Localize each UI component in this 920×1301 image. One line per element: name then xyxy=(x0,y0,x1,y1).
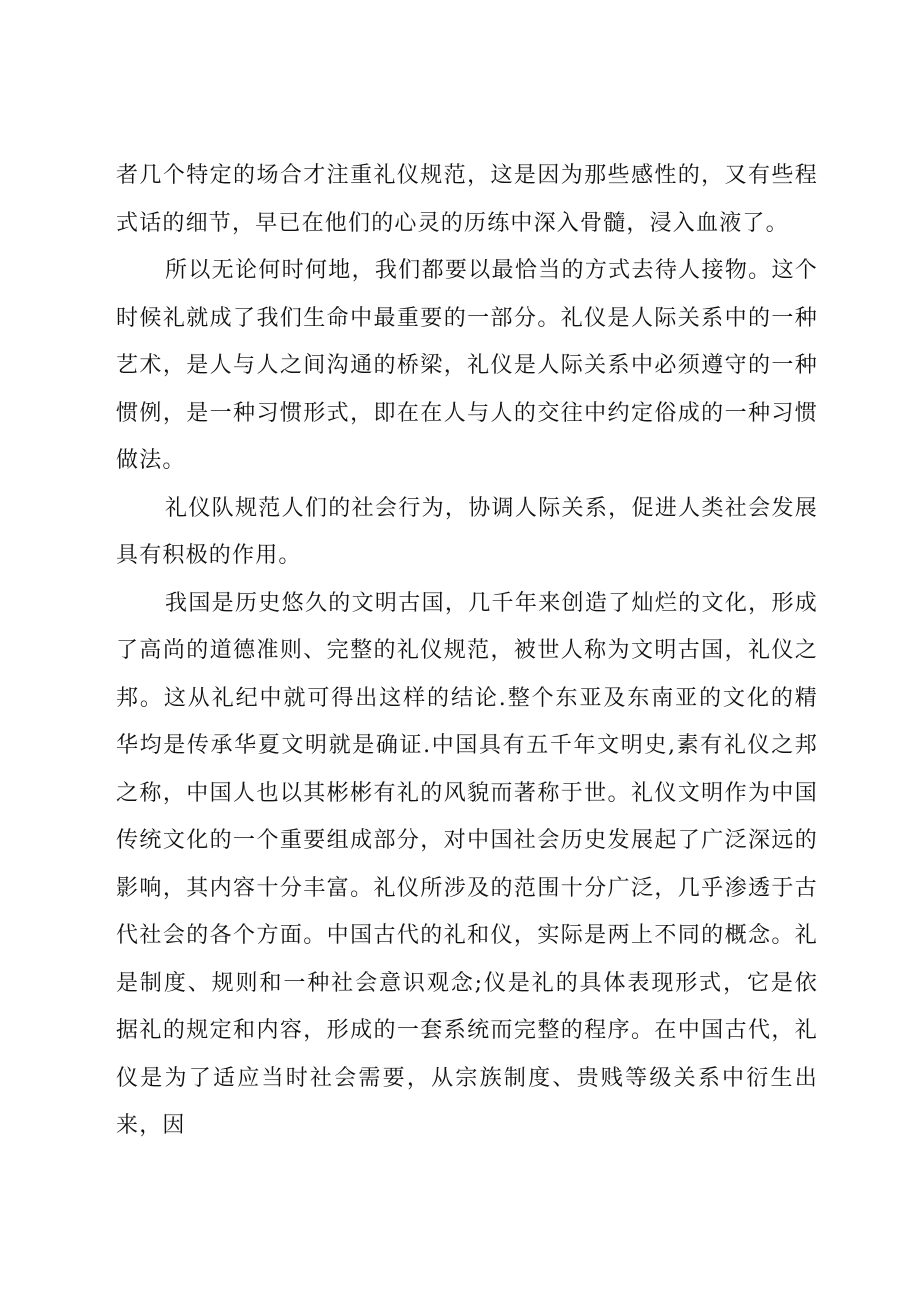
document-body xyxy=(116,152,818,1150)
paragraph-etiquette-role: 礼仪队规范人们的社会行为，协调人际关系，促进人类社会发展具有积极的作用。 xyxy=(116,495,818,568)
paragraph-etiquette-importance: 所以无论何时何地，我们都要以最恰当的方式去待人接物。这个时候礼就成了我们生命中最重要的一部分。礼仪是人际关系中的一种艺术，是人与人之间沟通的桥梁，礼仪是人际关系中必须遵守的一种惯例，是一种习惯形式，即在在人与人的交往中约定俗成的一种习惯做法。 xyxy=(116,258,818,473)
paragraph-chinese-etiquette-history: 我国是历史悠久的文明古国，几千年来创造了灿烂的文化，形成了高尚的道德准则、完整的礼仪规范，被世人称为文明古国，礼仪之邦。这从礼纪中就可得出这样的结论.整个东亚及东南亚的文化的精华均是传承华夏文明就是确证.中国具有五千年文明史,素有礼仪之邦之称，中国人也以其彬彬有礼的风貌而著称于世。礼仪文明作为中国传统文化的一个重要组成部分，对中国社会历史发展起了广泛深远的影响，其内容十分丰富。礼仪所涉及的范围十分广泛，几乎渗透于古代社会的各个方面。中国古代的礼和仪，实际是两上不同的概念。礼是制度、规则和一种社会意识观念;仪是礼的具体表现形式，它是依据礼的规定和内容，形成的一套系统而完整的程序。在中国古代，礼仪是为了适应当时社会需要，从宗族制度、贵贱等级关系中衍生出来，因 xyxy=(116,590,818,1138)
paragraph-continuation: 者几个特定的场合才注重礼仪规范，这是因为那些感性的，又有些程式话的细节，早已在他们的心灵的历练中深入骨髓，浸入血液了。 xyxy=(116,163,818,236)
